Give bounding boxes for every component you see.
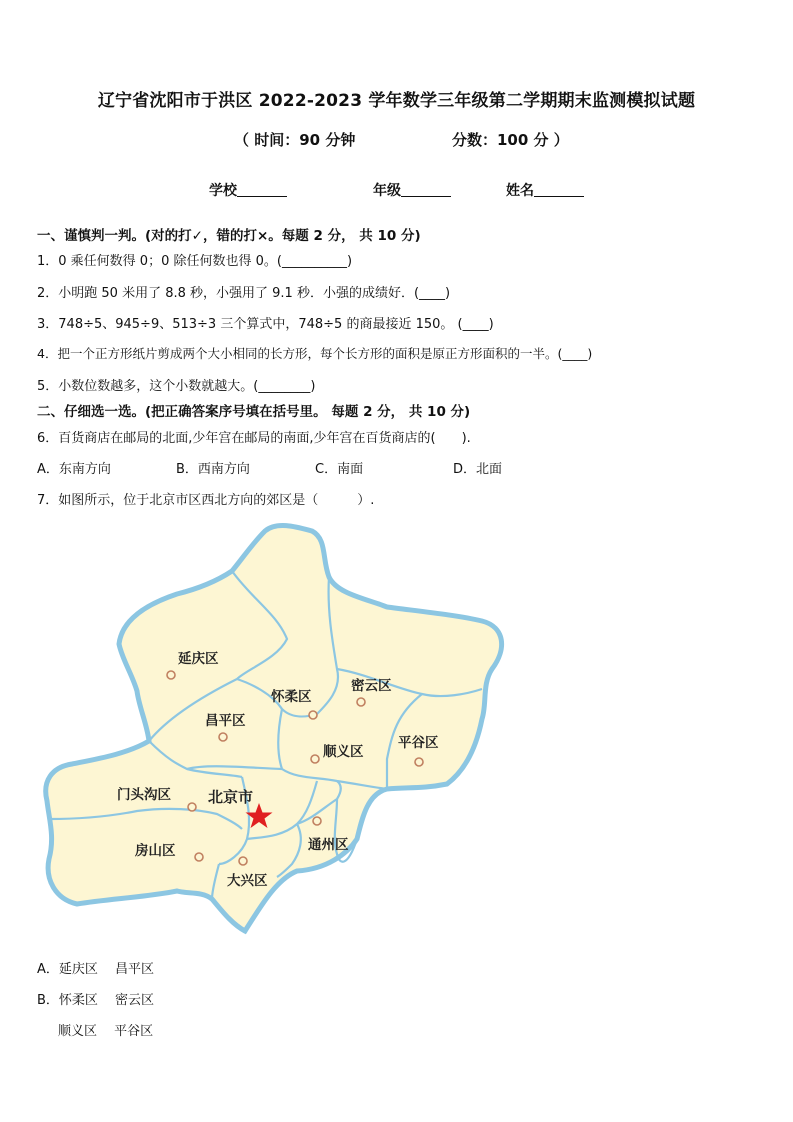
exam-time: （ 时间：90 分钟 bbox=[234, 131, 356, 149]
question-1-end: ) bbox=[346, 254, 353, 269]
question-4-text: 4．把一个正方形纸片剪成两个大小相同的长方形，每个长方形的面积是原正方形面积的一半。( bbox=[37, 346, 563, 361]
question-3-blank[interactable]: ____ bbox=[462, 317, 489, 332]
q7-option-b-continued[interactable]: 顺义区 平谷区 bbox=[58, 1024, 154, 1039]
question-7: 7．如图所示，位于北京市区西北方向的郊区是（ ）. bbox=[37, 493, 375, 508]
school-label: 学校 bbox=[209, 183, 237, 199]
marker-daxing bbox=[239, 857, 247, 865]
question-3-text: 3．748÷5、945÷9、513÷3 三个算式中，748÷5 的商最接近 150。 ( bbox=[37, 317, 463, 332]
marker-fangshan bbox=[195, 853, 203, 861]
grade-field bbox=[373, 180, 451, 200]
exam-score: 分数：100 分 ） bbox=[452, 131, 569, 149]
question-3 bbox=[37, 313, 494, 332]
question-5-end: ) bbox=[310, 379, 316, 394]
marker-pinggu bbox=[415, 758, 423, 766]
grade-label: 年级 bbox=[373, 183, 401, 199]
name-field bbox=[506, 180, 584, 200]
section1-heading: 一、谨慎判一判。(对的打✓，错的打×。每题 2 分， 共 10 分) bbox=[37, 228, 421, 244]
school-field bbox=[209, 180, 287, 200]
question-5 bbox=[37, 375, 315, 394]
marker-tongzhou bbox=[313, 817, 321, 825]
question-2 bbox=[37, 282, 450, 301]
label-tongzhou: 通州区 bbox=[308, 837, 349, 853]
marker-mentougou bbox=[188, 803, 196, 811]
marker-changping bbox=[219, 733, 227, 741]
beijing-map bbox=[37, 519, 517, 939]
label-shunyi: 顺义区 bbox=[323, 744, 364, 760]
question-5-text: 5．小数位数越多，这个小数就越大。( bbox=[37, 379, 259, 394]
question-3-end: ) bbox=[488, 317, 494, 332]
label-miyun: 密云区 bbox=[351, 678, 392, 694]
q6-option-d[interactable]: D．北面 bbox=[453, 462, 503, 477]
marker-miyun bbox=[357, 698, 365, 706]
marker-shunyi bbox=[311, 755, 319, 763]
label-changping: 昌平区 bbox=[205, 713, 246, 729]
question-1-text: 1．0 乘任何数得 0；0 除任何数也得 0。( bbox=[37, 254, 282, 269]
question-6: 6．百货商店在邮局的北面,少年宫在邮局的南面,少年宫在百货商店的( ). bbox=[37, 431, 471, 446]
question-4-end: ) bbox=[587, 346, 593, 361]
beijing-map-svg bbox=[37, 519, 517, 939]
marker-huairou bbox=[309, 711, 317, 719]
label-fangshan: 房山区 bbox=[135, 843, 176, 859]
marker-yanqing bbox=[167, 671, 175, 679]
q6-option-a[interactable]: A．东南方向 bbox=[37, 462, 111, 477]
question-1 bbox=[37, 250, 352, 269]
label-huairou: 怀柔区 bbox=[271, 689, 312, 705]
grade-blank[interactable] bbox=[401, 182, 451, 197]
question-4-blank[interactable]: ____ bbox=[562, 346, 588, 361]
label-daxing: 大兴区 bbox=[227, 873, 268, 889]
school-blank[interactable] bbox=[237, 182, 287, 197]
label-yanqing: 延庆区 bbox=[178, 651, 219, 667]
question-5-blank[interactable]: ________ bbox=[258, 379, 311, 394]
question-1-blank[interactable]: __________ bbox=[281, 254, 347, 269]
question-2-end: ) bbox=[445, 286, 451, 301]
question-2-text: 2．小明跑 50 米用了 8.8 秒，小强用了 9.1 秒．小强的成绩好．( bbox=[37, 286, 420, 301]
q6-option-c[interactable]: C．南面 bbox=[315, 462, 364, 477]
q7-option-b[interactable]: B．怀柔区 密云区 bbox=[37, 993, 155, 1008]
q6-option-b[interactable]: B．西南方向 bbox=[176, 462, 250, 477]
map-outline bbox=[46, 526, 502, 931]
section2-heading: 二、仔细选一选。(把正确答案序号填在括号里。 每题 2 分， 共 10 分) bbox=[37, 404, 471, 420]
label-beijing: 北京市 bbox=[208, 788, 254, 806]
label-pinggu: 平谷区 bbox=[398, 735, 439, 751]
q7-option-a[interactable]: A．延庆区 昌平区 bbox=[37, 962, 155, 977]
question-4 bbox=[37, 344, 592, 362]
label-mentougou: 门头沟区 bbox=[117, 787, 171, 803]
page-title: 辽宁省沈阳市于洪区 2022-2023 学年数学三年级第二学期期末监测模拟试题 bbox=[97, 91, 696, 111]
question-2-blank[interactable]: ____ bbox=[419, 286, 446, 301]
name-label: 姓名 bbox=[506, 183, 534, 199]
name-blank[interactable] bbox=[534, 182, 584, 197]
